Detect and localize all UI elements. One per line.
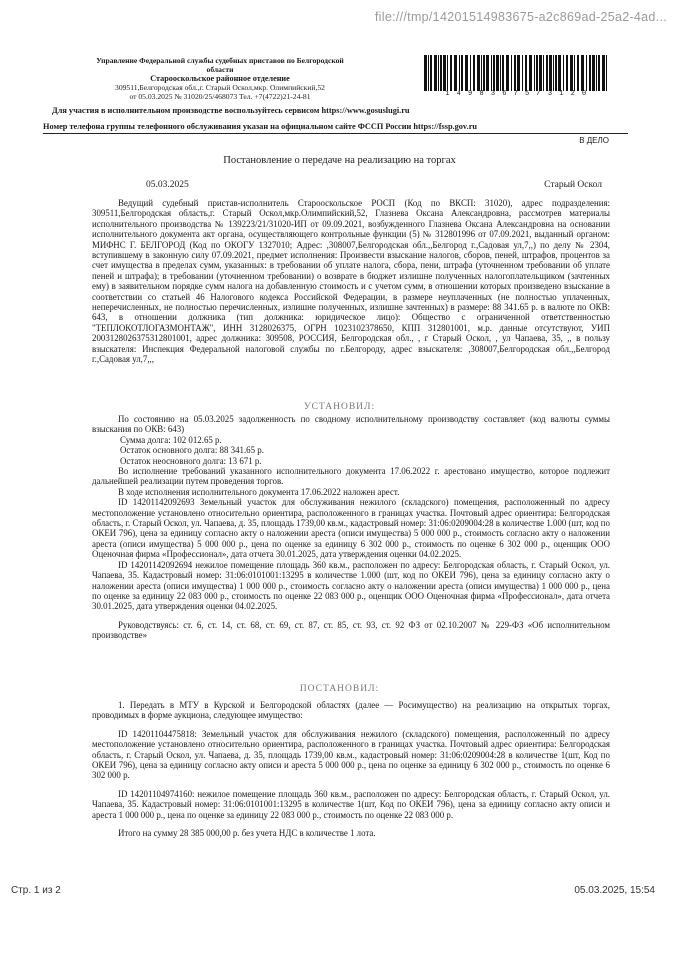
debt-nonmain-remainder: Остаток неосновного долга: 13 671 р.: [120, 455, 262, 466]
property-land-plot: ID 14201142092693 Земельный участок для обслуживания нежилого (складского) помещения, расположенный по адресу местоположение установлено относительно ориентира, расположенного в границах участка. Почтовый адрес ориентира: Белгородская область, г. Старый Оскол, ул. Чапаева, д. 35, площадь 1739,00 кв.м., кадастровый номер: 31:06:0209004:28 в количестве 1.000 (шт, код по ОКЕИ 796), цена за единицу согласно акту о наложении ареста (описи имущества) 5 000 000 р., стоимость согласно акту о наложении ареста (описи имущества) 5 000 000 р., цена по оценке за единицу 6 302 000 р., стоимость по оценке 6 302 000 р., оценщик ООО Оценочная фирма «Профессионал», дата отчета 30.01.2025, дата утверждения оценки 04.02.2025.: [92, 497, 610, 560]
document-city: Старый Оскол: [544, 180, 602, 190]
department-address: 309511,Белгородская обл.,г. Старый Оскол,мкр. Олимпийский,52: [115, 83, 325, 92]
arrest-date-paragraph: В ходе исполнения исполнительного документа 17.06.2022 наложен арест.: [118, 486, 400, 497]
transfer-paragraph: 1. Передать в МТУ в Курской и Белгородской областях (далее — Росимущество) на реализацию на открытых торгах, проводимых в форме аукциона, следующее имущество:: [92, 700, 610, 721]
org-name-line1: Управление Федеральной службы судебных приставов по Белгородской: [96, 56, 344, 65]
header-divider: [43, 133, 628, 134]
legal-basis: Руководствуясь: ст. 6, ст. 14, ст. 68, ст. 69, ст. 87, ст. 85, ст. 93, ст. 92 ФЗ от 02.10.2007 № 229-ФЗ «Об исполнительном производстве»: [92, 619, 610, 641]
gosuslugi-notice: Для участия в исполнительном производстве воспользуйтесь сервисом https://www.gosuslugi.ru: [52, 106, 410, 115]
intro-paragraph: Ведущий судебный пристав-исполнитель Старооскольское РОСП (Код по ВКСП: 31020), адрес подразделения: 309511,Белгородская область,г. Старый Оскол,мкр.Олимпийский,52, Глазнева Оксана Александровна, рассмотрев материалы исполнительного производства № 139223/21/31020-ИП от 09.09.2021, возбужденного Глазнева Оксана Александровна на основании исполнительного документа акт органа, осуществляющего контрольные функции (5) № 312801996 от 07.09.2021, выданный органом: МИФНС Г. БЕЛГОРОД (Код по ОКОГУ 1327010; Адрес: ,308007,Белгородская обл.,,Белгород г.,Садовая ул,7,,) по делу № 2304, вступившему в законную силу 07.09.2021, предмет исполнения: Произвести взыскание налогов, сборов, пеней, штрафов, процентов за счет имущества в пределах сумм, указанных: в требовании об уплате налога, сбора, пени, штрафа (уточненном требовании об уплате пеней и штрафа); в требовании (уточненном требовании) о возврате в бюджет излишне полученных налогоплательщиком (зачтенных ему) в заявительном порядке сумм налога на добавленную стоимость и с учетом сумм, в отношении которых произведено взыскание в соответствии со статьей 46 Налогового кодекса Российской Федерации, в размере неуплаченных (не полностью уплаченных, неперечисленных, не полностью перечисленных, излишне полученных, излишне зачтенных) в размере: 88 341.65 р. в валюте по ОКВ: 643, в отношении должника (тип должника: юридическое лицо): Общество с ограниченной ответственностью "ТЕПЛОКОТЛОГАЗМОНТАЖ", ИНН 3128026375, ОГРН 1023102378650, КПП 312801001, м.р. данные отсутствуют, УИП 2003128026375312801001, адрес должника: 309508, РОССИЯ, Белгородская обл., , г Старый Оскол, , ул Чапаева, 35, ,, в пользу взыскателя: Инспекция Федеральной налоговой службы по г.Белгороду, адрес взыскателя: ,308007,Белгородская обл.,,Белгород г.,Садовая ул,7,,,: [92, 198, 610, 365]
document-title: Постановление о передаче на реализацию на торгах: [223, 155, 456, 166]
lot-land-plot: ID 14201104475818: Земельный участок для обслуживания нежилого (складского) помещения, расположенный по адресу местоположение установлено относительно ориентира, расположенного в границах участка. Почтовый адрес ориентира: Белгородская область, г. Старый Оскол, ул. Чапаева, д. 35, площадь 1739,00 кв.м., кадастровый номер: 31:06:0209004:28 в количестве 1(шт, Код по ОКЕИ 796), цена за единицу согласно акту описи и ареста 5 000 000 р., цена по оценке за единицу 6 302 000 р., стоимость по оценке 6 302 000 р.: [92, 728, 610, 781]
v-delo-mark: В ДЕЛО: [579, 136, 609, 145]
phone-notice: Номер телефона группы телефонного обслуживания указан на официальном сайте ФССП России https://fssp.gov.ru: [43, 122, 477, 131]
org-header: [80, 56, 360, 101]
department-name: Старооскольское районное отделение: [150, 74, 290, 83]
arrest-paragraph: Во исполнение требований указанного исполнительного документа 17.06.2022 г. арестовано имущество, которое подлежит дальнейшей реализации путем проведения торгов.: [92, 466, 610, 487]
print-datetime: 05.03.2025, 15:54: [574, 885, 655, 896]
postanovil-heading: ПОСТАНОВИЛ:: [299, 684, 380, 694]
document-date: 05.03.2025: [146, 180, 189, 190]
barcode-image: [424, 55, 609, 91]
property-nonresidential: ID 14201142092694 нежилое помещение площадь 360 кв.м., расположен по адресу: Белгородская область, г. Старый Оскол, ул. Чапаева, 35. Кадастровый номер: 31:06:0101001:13295 в количестве 1.000 (шт, код по ОКЕИ 796), цена за единицу согласно акту о наложении ареста (описи имущества) 1 000 000 р., стоимость согласно акту о наложении ареста (описи имущества) 1 000 000 р., цена по оценке за единицу 22 083 000 р., стоимость по оценке 22 083 000 р., оценщик ООО Оценочная фирма «Профессионал», дата отчета 30.01.2025, дата утверждения оценки 04.02.2025.: [92, 559, 610, 612]
file-path-url: file:///tmp/14201514983675-a2c869ad-25a2-4ad...: [374, 10, 667, 24]
document-number-phone: от 05.03.2025 № 31020/25/468073 Тел. +7(4722)21-24-81: [129, 92, 311, 101]
org-name-line2: области: [206, 65, 234, 74]
ustanovil-section: [92, 414, 610, 641]
ustanovil-heading: УСТАНОВИЛ:: [303, 402, 376, 412]
debt-main-remainder: Остаток основного долга: 88 341.65 р.: [120, 445, 264, 456]
total-sum: Итого на сумму 28 385 000,00 р. без учета НДС в количестве 1 лота.: [118, 828, 376, 839]
debt-total: Сумма долга: 102 012.65 р.: [120, 434, 222, 445]
postanovil-section: [92, 700, 610, 838]
page-number: Стр. 1 из 2: [11, 885, 61, 896]
lot-nonresidential: ID 14201104974160: нежилое помещение площадь 360 кв.м., расположен по адресу: Белгородская область, г. Старый Оскол, ул. Чапаева, 35. Кадастровый номер: 31:06:0101001:13295 в количестве 1(шт, Код по ОКЕИ 796), цена за единицу согласно акту описи и ареста 1 000 000 р., цена по оценке за единицу 22 083 000 р., стоимость по оценке 22 083 000 р.: [92, 788, 610, 820]
debt-status-paragraph: По состоянию на 05.03.2025 задолженность по сводному исполнительному производству составляет (код валюты суммы взыскания по ОКВ: 643): [92, 414, 610, 435]
barcode-number: 1 4 9 8 3 6 7 5 / 3 1 2 0: [445, 90, 588, 98]
